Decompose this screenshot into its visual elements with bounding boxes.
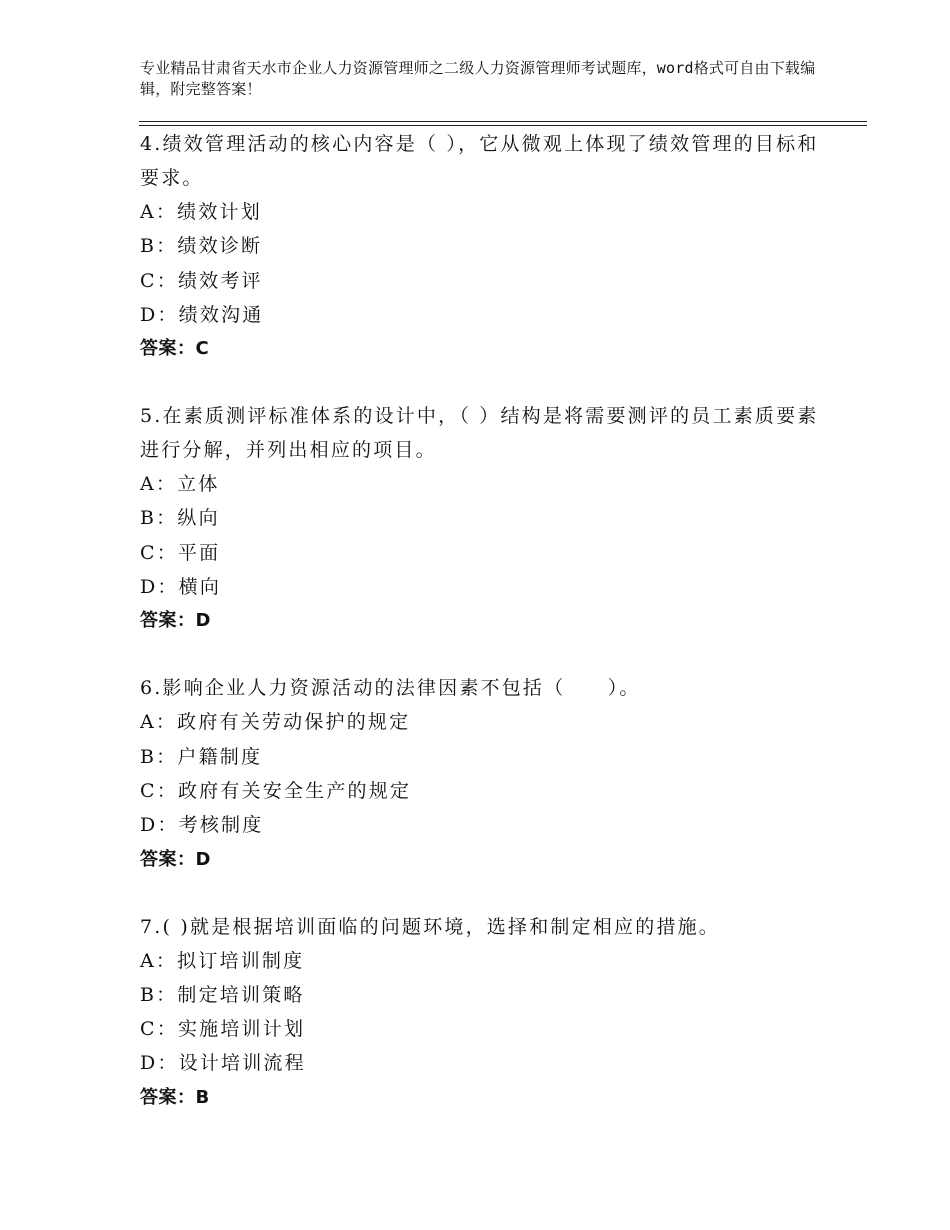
answer-label: 答案：B [140,1086,210,1108]
question-5 [140,399,820,638]
option-a: A：拟订培训制度 [140,949,305,972]
option-list [140,195,820,332]
question-7 [140,910,820,1115]
option-c: C：政府有关安全生产的规定 [140,779,412,802]
option-a: A：立体 [140,473,220,496]
question-list [140,127,820,1148]
option-c: C：绩效考评 [140,269,263,292]
option-d: D：设计培训流程 [140,1052,306,1075]
answer-label: 答案：D [140,610,211,632]
option-b: B：纵向 [140,507,220,530]
option-list [140,944,820,1081]
option-c: C：平面 [140,541,221,564]
question-stem: 7.( )就是根据培训面临的问题环境，选择和制定相应的措施。 [140,915,720,938]
header-divider-bottom [139,125,867,126]
option-d: D：绩效沟通 [140,303,264,326]
header-divider-top [139,121,867,122]
question-4 [140,127,820,366]
option-a: A：绩效计划 [140,201,262,223]
option-b: B：绩效诊断 [140,235,263,258]
option-list [140,467,820,604]
option-d: D：考核制度 [140,814,264,837]
answer-label: 答案：D [140,848,211,870]
answer-label: 答案：C [140,338,210,360]
option-d: D：横向 [140,576,222,599]
option-a: A：政府有关劳动保护的规定 [140,711,411,734]
question-stem: 5.在素质测评标准体系的设计中，（ ）结构是将需要测评的员工素质要素进行分解，并列出相应的项目。 [140,405,819,462]
option-c: C：实施培训计划 [140,1018,306,1041]
question-stem: 4.绩效管理活动的核心内容是（ ），它从微观上体现了绩效管理的目标和要求。 [140,133,819,189]
question-6 [140,671,820,876]
question-stem: 6.影响企业人力资源活动的法律因素不包括（ ）。 [140,677,641,700]
option-list [140,705,820,842]
option-b: B：制定培训策略 [140,983,305,1006]
option-b: B：户籍制度 [140,745,263,768]
document-header: 专业精品甘肃省天水市企业人力资源管理师之二级人力资源管理师考试题库，word格式可自由下载编辑，附完整答案！ [140,59,816,98]
